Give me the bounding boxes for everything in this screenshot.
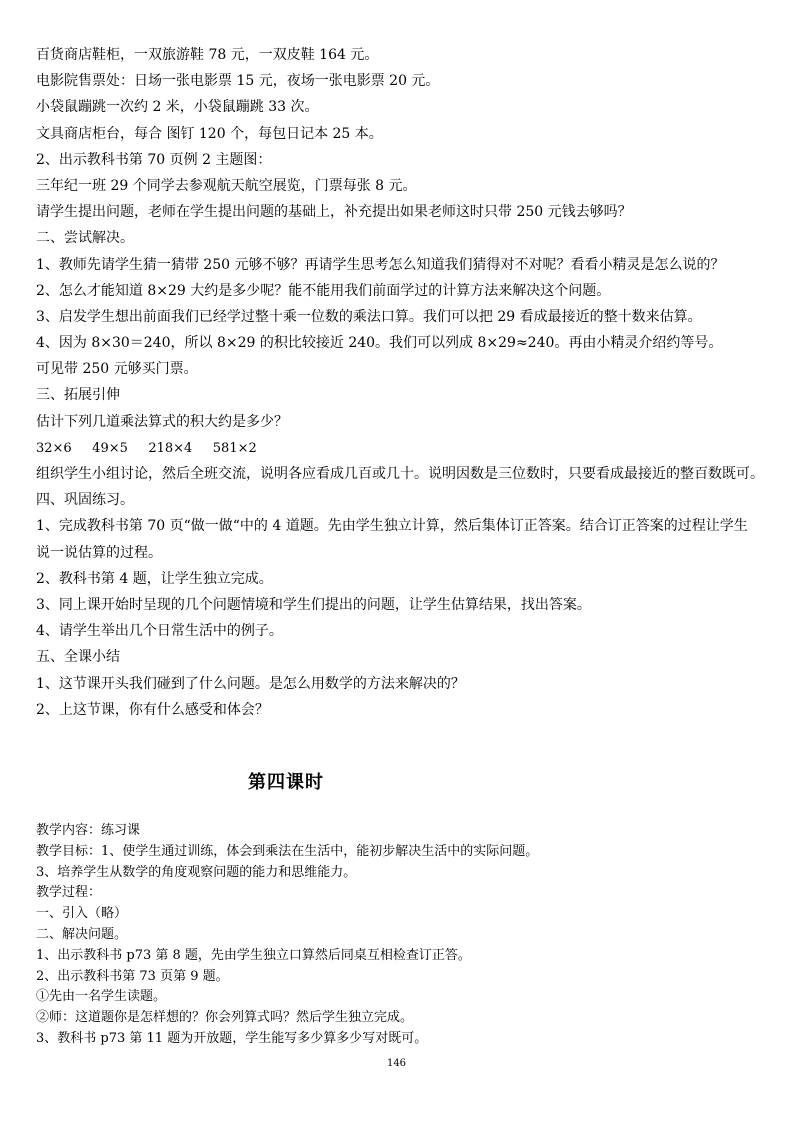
text-line: 说一说估算的过程。 [36, 544, 162, 561]
text-line: 3、培养学生从数学的角度观察问题的能力和思维能力。 [36, 864, 357, 880]
heading-try-solve: 二、尝试解决。 [36, 230, 134, 247]
text-line: 4、请学生举出几个日常生活中的例子。 [36, 623, 283, 640]
text-line: 教学内容：练习课 [36, 823, 141, 838]
expression: 218×4 [148, 440, 193, 456]
text-line: 3、教科书 p73 第 11 题为开放题，学生能写多少算多少写对既可。 [36, 1030, 428, 1046]
heading-practice: 四、巩固练习。 [36, 492, 134, 509]
heading-extension: 三、拓展引伸 [36, 387, 120, 404]
text-line: 二、解决问题。 [36, 926, 128, 942]
text-line: 文具商店柜台，每合 图钉 120 个，每包日记本 25 本。 [36, 125, 383, 142]
text-line: 1、教师先请学生猜一猜带 250 元够不够？再请学生思考怎么知道我们猜得对不对呢？看看小精灵是怎么说的？ [36, 256, 725, 273]
text-line: 3、同上课开始时呈现的几个问题情境和学生们提出的问题，让学生估算结果，找出答案。 [36, 596, 591, 613]
text-line: 请学生提出问题，老师在学生提出问题的基础上，补充提出如果老师这时只带 250 元钱去够吗？ [36, 204, 632, 221]
expression-list [36, 435, 766, 461]
text-line: 电影院售票处：日场一张电影票 15 元，夜场一张电影票 20 元。 [36, 73, 440, 90]
text-line: 三年纪一班 29 个同学去参观航天航空展览，门票每张 8 元。 [36, 177, 417, 194]
lesson-section-4 [36, 821, 766, 1050]
lesson-section-3 [36, 42, 766, 723]
text-line: ①先由一名学生读题。 [36, 989, 167, 1005]
text-line: 1、出示教科书 p73 第 8 题，先由学生独立口算然后同桌互相检查订正答。 [36, 947, 471, 963]
text-line: 百货商店鞋柜，一双旅游鞋 78 元，一双皮鞋 164 元。 [36, 47, 379, 63]
text-line: ②师：这道题你是怎样想的？你会列算式吗？然后学生独立完成。 [36, 1010, 414, 1026]
heading-summary: 五、全课小结 [36, 649, 120, 666]
text-line: 2、出示教科书第 73 页第 9 题。 [36, 968, 229, 984]
text-line: 2、出示教科书第 70 页例 2 主题图： [36, 151, 272, 168]
expression: 49×5 [92, 440, 128, 456]
text-line: 教学目标：1、使学生通过训练，体会到乘法在生活中，能初步解决生活中的实际问题。 [36, 843, 539, 859]
text-line: 教学过程： [36, 885, 102, 901]
page-number: 146 [386, 1058, 407, 1069]
lesson-title: 第四课时 [248, 772, 324, 793]
text-line: 一、引入（略） [36, 906, 128, 922]
expression: 581×2 [212, 440, 257, 456]
text-line: 2、上这节课，你有什么感受和体会？ [36, 701, 269, 718]
text-line: 2、怎么才能知道 8×29 大约是多少呢？能不能用我们前面学过的计算方法来解决这个问题。 [36, 282, 611, 299]
text-line: 可见带 250 元够买门票。 [36, 361, 198, 378]
text-line: 4、因为 8×30＝240，所以 8×29 的积比较接近 240。我们可以列成 8×29≈240。再由小精灵介绍约等号。 [36, 335, 723, 352]
text-line: 3、启发学生想出前面我们已经学过整十乘一位数的乘法口算。我们可以把 29 看成最接近的整十数来估算。 [36, 308, 702, 325]
text-line: 1、这节课开头我们碰到了什么问题。是怎么用数学的方法来解决的？ [36, 675, 465, 692]
expression: 32×6 [36, 440, 72, 456]
text-line: 小袋鼠蹦跳一次约 2 米，小袋鼠蹦跳 33 次。 [36, 99, 319, 116]
text-line: 估计下列几道乘法算式的积大约是多少？ [36, 413, 288, 430]
text-line: 2、教科书第 4 题，让学生独立完成。 [36, 570, 273, 587]
text-line: 1、完成教科书第 70 页“做一做“中的 4 道题。先由学生独立计算，然后集体订正答案。结合订正答案的过程让学生 [36, 518, 748, 535]
text-line: 组织学生小组讨论，然后全班交流，说明各应看成几百或几十。说明因数是三位数时，只要看成最接近的整百数既可。 [36, 466, 764, 482]
